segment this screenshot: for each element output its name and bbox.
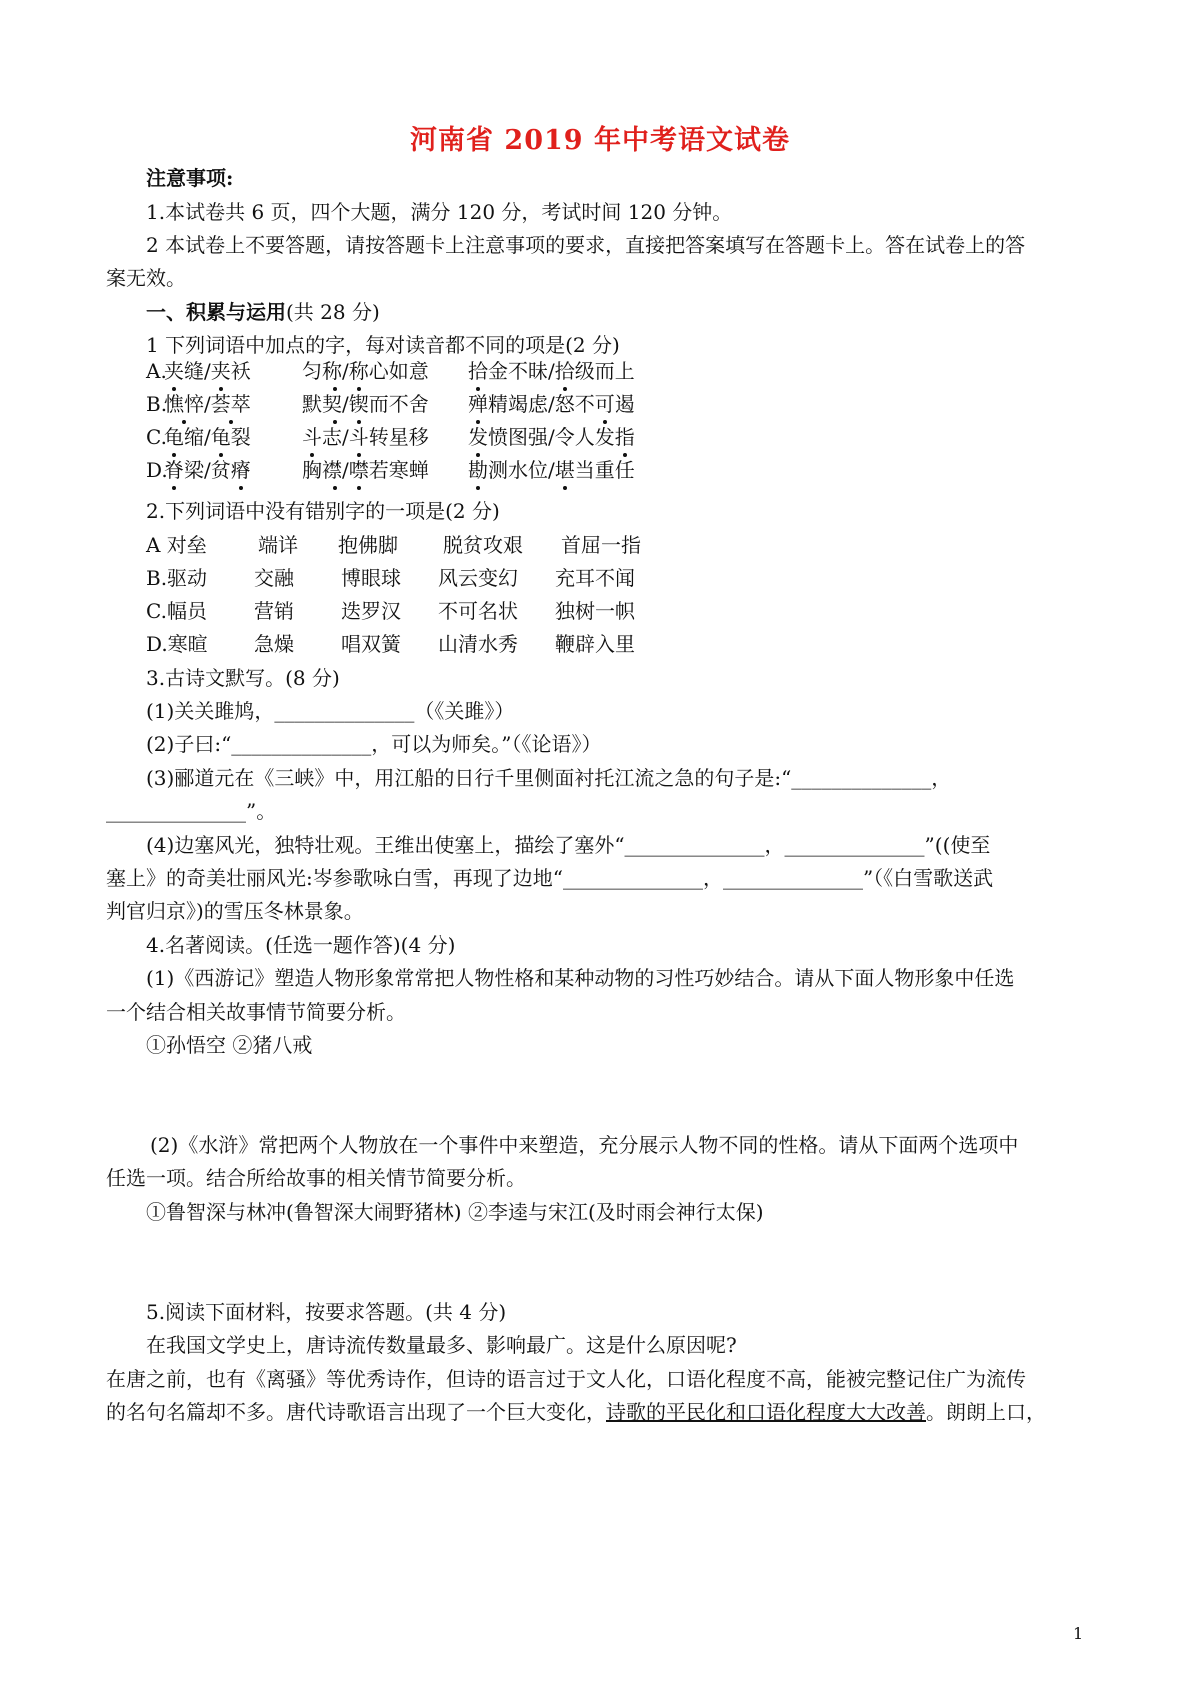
- q2-option-b-4: 风云变幻: [438, 566, 518, 590]
- q1-option-b-word1: 憔悴/荟萃: [164, 392, 251, 416]
- q1-option-a-word2: 匀称/称心如意: [302, 359, 429, 383]
- q2-option-b-1: B.驱动: [146, 566, 208, 590]
- q2-option-d-5: 鞭辟入里: [555, 632, 635, 656]
- q2-option-b-3: 博眼球: [341, 566, 401, 590]
- notice-heading: 注意事项:: [146, 166, 234, 190]
- q5-line-2: 在唐之前，也有《离骚》等优秀诗作，但诗的语言过于文人化，口语化程度不高，能被完整记住广为流传: [106, 1367, 1026, 1391]
- q3-part-3-cont: ______________”。: [106, 799, 277, 823]
- notice-item-1: 1.本试卷共 6 页，四个大题，满分 120 分，考试时间 120 分钟。: [146, 200, 733, 224]
- q4-sub-2-cont: 任选一项。结合所给故事的相关情节简要分析。: [106, 1166, 526, 1190]
- notice-item-2: 2 本试卷上不要答题，请按答题卡上注意事项的要求，直接把答案填写在答题卡上。答在试卷上的答: [146, 233, 1026, 257]
- q2-option-a-3: 抱佛脚: [338, 533, 398, 557]
- page-number: 1: [1073, 1624, 1084, 1643]
- q1-option-b-word2: 默契/锲而不舍: [302, 392, 429, 416]
- q2-option-d-1: D.寒暄: [146, 632, 208, 656]
- q2-option-d-2: 急燥: [254, 632, 294, 656]
- q3-part-4-cont2: 判官归京》)的雪压冬林景象。: [106, 899, 364, 923]
- q2-option-d-3: 唱双簧: [341, 632, 401, 656]
- section-1-title: 一、积累与运用: [146, 300, 286, 324]
- q1-option-d-word2: 胸襟/噤若寒蝉: [302, 458, 429, 482]
- q1-option-c-word2: 斗志/斗转星移: [302, 425, 429, 449]
- q2-option-b-2: 交融: [254, 566, 294, 590]
- q2-option-a-5: 首屈一指: [561, 533, 641, 557]
- q4-sub-1-cont: 一个结合相关故事情节简要分析。: [106, 1000, 406, 1024]
- q3-stem: 3.古诗文默写。(8 分): [146, 666, 340, 690]
- q2-option-b-5: 充耳不闻: [555, 566, 635, 590]
- section-1-heading: [146, 298, 380, 326]
- q4-sub-2-options: ①鲁智深与林冲(鲁智深大闹野猪林) ②李逵与宋江(及时雨会神行太保): [146, 1200, 764, 1224]
- q2-option-c-5: 独树一帜: [555, 599, 635, 623]
- q5-underlined-phrase: 诗歌的平民化和口语化程度大大改善: [606, 1400, 926, 1424]
- q2-option-a-4: 脱贫攻艰: [443, 533, 523, 557]
- q3-part-2: (2)子曰:“______________，可以为师矣。”（《论语》）: [146, 732, 602, 756]
- q5-line-1: 在我国文学史上，唐诗流传数量最多、影响最广。这是什么原因呢?: [146, 1333, 737, 1357]
- notice-item-2-cont: 案无效。: [106, 266, 186, 290]
- q1-option-a-word1: 夹缝/夹袄: [164, 359, 251, 383]
- q3-part-1: (1)关关雎鸠，______________（《关雎》）: [146, 699, 515, 723]
- q1-option-d-label: D.: [146, 458, 168, 482]
- q2-stem: 2.下列词语中没有错别字的一项是(2 分): [146, 499, 500, 523]
- q2-option-c-1: C.幅员: [146, 599, 207, 623]
- q3-part-4: (4)边塞风光，独特壮观。王维出使塞上，描绘了塞外“______________，______________”((使至: [146, 833, 991, 857]
- q4-sub-2: (2)《水浒》常把两个人物放在一个事件中来塑造，充分展示人物不同的性格。请从下面两个选项中: [150, 1133, 1019, 1157]
- q1-option-b-label: B.: [146, 392, 168, 416]
- q1-option-d-word3: 勘测水位/堪当重任: [468, 458, 635, 482]
- q4-sub-1: (1)《西游记》塑造人物形象常常把人物性格和某种动物的习性巧妙结合。请从下面人物形象中任选: [146, 966, 1015, 990]
- q2-option-c-4: 不可名状: [438, 599, 518, 623]
- page-title: 河南省 2019 年中考语文试卷: [410, 125, 790, 156]
- q2-option-c-3: 迭罗汉: [341, 599, 401, 623]
- q5-line-3: 的名句名篇却不多。唐代诗歌语言出现了一个巨大变化，诗歌的平民化和口语化程度大大改善。朗朗上口，: [106, 1400, 1046, 1424]
- q2-option-d-4: 山清水秀: [438, 632, 518, 656]
- q1-stem: 1 下列词语中加点的字，每对读音都不同的项是(2 分): [146, 333, 620, 357]
- q1-option-a-word3: 拾金不昧/拾级而上: [468, 359, 635, 383]
- q1-option-d-word1: 脊梁/贫瘠: [164, 458, 251, 482]
- q1-option-c-word3: 发愤图强/令人发指: [468, 425, 635, 449]
- q2-option-a-2: 端详: [258, 533, 298, 557]
- q1-option-c-word1: 龟缩/龟裂: [164, 425, 251, 449]
- q4-sub-1-options: ①孙悟空 ②猪八戒: [146, 1033, 313, 1057]
- q4-stem: 4.名著阅读。(任选一题作答)(4 分): [146, 933, 456, 957]
- q5-stem: 5.阅读下面材料，按要求答题。(共 4 分): [146, 1300, 507, 1324]
- q1-option-b-word3: 殚精竭虑/怒不可遏: [468, 392, 635, 416]
- section-1-score: (共 28 分): [286, 300, 380, 324]
- q3-part-3: (3)郦道元在《三峡》中，用江船的日行千里侧面衬托江流之急的句子是:“______________，: [146, 766, 952, 790]
- q2-option-c-2: 营销: [254, 599, 294, 623]
- q3-part-4-cont1: 塞上》的奇美壮丽风光:岑参歌咏白雪，再现了边地“______________，______________”（《白雪歌送武: [106, 866, 994, 890]
- q2-option-a-1: A 对垒: [146, 533, 207, 557]
- q1-option-a-label: A.: [146, 359, 167, 383]
- q1-option-c-label: C.: [146, 425, 167, 449]
